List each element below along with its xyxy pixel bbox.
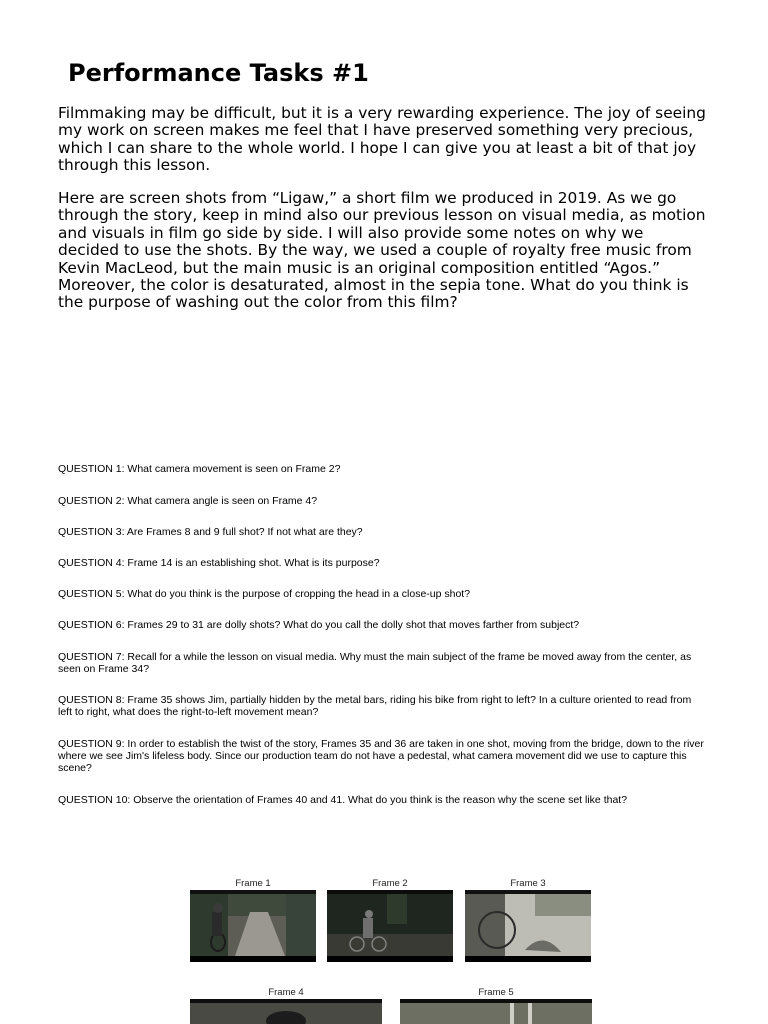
- frame-4-image: [190, 999, 382, 1024]
- question-7: QUESTION 7: Recall for a while the lesson on visual media. Why must the main subject of the frame be moved away from the center, as seen on Frame 34?: [58, 651, 692, 676]
- frame-2-label: Frame 2: [372, 878, 408, 889]
- question-9: QUESTION 9: In order to establish the twist of the story, Frames 35 and 36 are taken in one shot, moving from the bridge, down to the river where we see Jim's lifeless body. Since our production team do not have a pedestal, what camera movement did we use to capture this scene?: [58, 738, 704, 775]
- frame-3-label: Frame 3: [510, 878, 546, 889]
- frame-3-image: [465, 890, 591, 962]
- question-8: QUESTION 8: Frame 35 shows Jim, partially hidden by the metal bars, riding his bike from right to left? In a culture oriented to read from left to right, what does the right-to-left movement mean?: [58, 694, 692, 719]
- page-title: Performance Tasks #1: [68, 59, 369, 87]
- frame-5: [400, 987, 592, 1024]
- question-3: QUESTION 3: Are Frames 8 and 9 full shot? If not what are they?: [58, 526, 363, 538]
- frame-3: [465, 878, 591, 962]
- frame-1-image: [190, 890, 316, 962]
- question-10: QUESTION 10: Observe the orientation of Frames 40 and 41. What do you think is the reason why the scene set like that?: [58, 794, 628, 806]
- question-4: QUESTION 4: Frame 14 is an establishing shot. What is its purpose?: [58, 557, 380, 569]
- question-1: QUESTION 1: What camera movement is seen on Frame 2?: [58, 463, 341, 475]
- intro-paragraph: Filmmaking may be difficult, but it is a very rewarding experience. The joy of seeing my work on screen makes me feel that I have preserved something very precious, which I can share to the whole world. I hope I can give you at least a bit of that joy through this lesson.: [58, 104, 706, 175]
- question-2: QUESTION 2: What camera angle is seen on Frame 4?: [58, 495, 318, 507]
- frame-5-label: Frame 5: [478, 987, 514, 998]
- frame-2: [327, 878, 453, 962]
- question-5: QUESTION 5: What do you think is the purpose of cropping the head in a close-up shot?: [58, 588, 471, 600]
- film-description-paragraph: Here are screen shots from “Ligaw,” a short film we produced in 2019. As we go through the story, keep in mind also our previous lesson on visual media, as motion and visuals in film go side by side. I will also provide some notes on why we decided to use the shots. By the way, we used a couple of royalty free music from Kevin MacLeod, but the main music is an original composition entitled “Agos.” Moreover, the color is desaturated, almost in the sepia tone. What do you think is the purpose of washing out the color from this film?: [58, 189, 706, 312]
- frame-4-label: Frame 4: [268, 987, 304, 998]
- frame-2-image: [327, 890, 453, 962]
- frame-5-image: [400, 999, 592, 1024]
- frame-1: [190, 878, 316, 962]
- question-6: QUESTION 6: Frames 29 to 31 are dolly shots? What do you call the dolly shot that moves farther from subject?: [58, 619, 580, 631]
- frame-4: [190, 987, 382, 1024]
- frame-1-label: Frame 1: [235, 878, 271, 889]
